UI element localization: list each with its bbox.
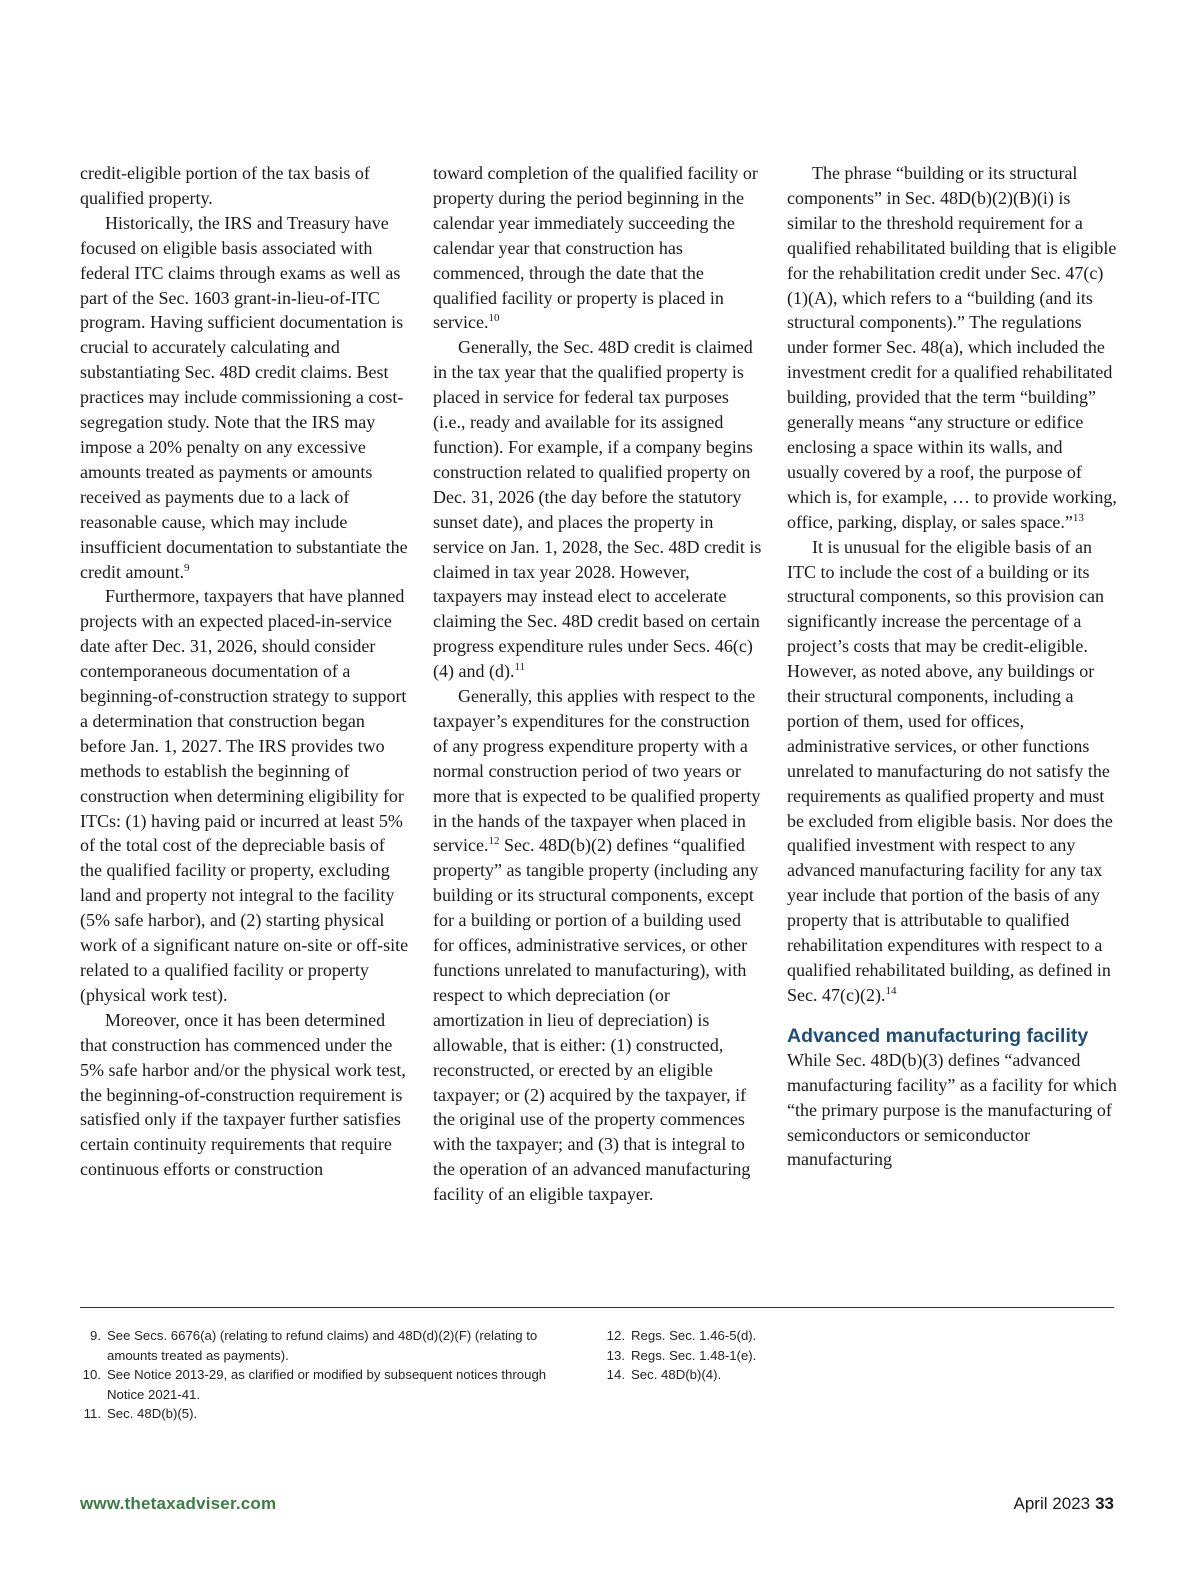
footnote-ref[interactable]: 9 [183, 561, 190, 574]
page-number: 33 [1095, 1494, 1114, 1513]
footnote-ref[interactable]: 13 [1072, 511, 1084, 524]
paragraph: Moreover, once it has been determined that construction has commenced under the 5% safe harbor and/or the physical work test, the beginning-of-construction requirement is satisfied only if the taxpayer further satisfies certain continuity requirements that require continuous efforts or construction [80, 1009, 406, 1180]
article-column-2 [433, 161, 763, 1207]
website-link[interactable]: www.thetaxadviser.com [80, 1494, 277, 1513]
article-column-3 [787, 161, 1117, 1172]
footnote-divider [80, 1307, 1114, 1308]
article-column-1 [80, 161, 410, 1182]
paragraph: Furthermore, taxpayers that have planned projects with an expected placed-in-service date after Dec. 31, 2026, should consider contemporaneous documentation of a beginning-of-construction strategy to support a determination that construction began before Jan. 1, 2027. The IRS provides two methods to establish the beginning of construction when determining eligibility for ITCs: (1) having paid or incurred at least 5% of the total cost of the depreciable basis of the qualified facility or property, excluding land and property not integral to the facility (5% safe harbor), and (2) starting physical work of a significant nature on-site or off-site related to a qualified facility or property (physical work test). [80, 586, 409, 1005]
footnote-ref[interactable]: 12 [488, 835, 500, 848]
paragraph: credit-eligible portion of the tax basis of qualified property. [80, 163, 370, 208]
paragraph: Historically, the IRS and Treasury have focused on eligible basis associated with federal ITC claims through exams as well as part of the Sec. 1603 grant-in-lieu-of-ITC program. Having sufficient documentation is crucial to accurately calculating and substantiating Sec. 48D credit claims. Best practices may include commissioning a cost-segregation study. Note that the IRS may impose a 20% penalty on any excessive amounts treated as payments or amounts received as payments due to a lack of reasonable cause, which may include insufficient documentation to substantiate the credit amount.$^9$ [80, 212, 408, 582]
issue-month: April 2023 [1013, 1494, 1091, 1513]
footnotes-left [80, 1326, 585, 1424]
footnote-ref[interactable]: 11 [514, 661, 526, 674]
paragraph: While Sec. 48D(b)(3) defines “advanced manufacturing facility” as a facility for which “the primary purpose is the manufacturing of semiconductors or semiconductor manufacturing [787, 1049, 1117, 1170]
footnote-ref[interactable]: 10 [488, 312, 500, 325]
footnotes-right [604, 1326, 904, 1385]
paragraph: toward completion of the qualified facility or property during the period beginning in the calendar year immediately succeeding the calendar year that construction has commenced, through the date that the qualified facility or property is placed in service.$^{10}$ [433, 163, 758, 333]
footnote-item: 14. Sec. 48D(b)(4). [606, 1367, 722, 1382]
footnote-item: 11. Sec. 48D(b)(5). [83, 1406, 198, 1421]
paragraph: It is unusual for the eligible basis of an ITC to include the cost of a building or its structural components, so this provision can significantly increase the percentage of a project’s costs that may be credit-eligible. However, as noted above, any buildings or their structural components, including a portion of them, used for offices, administrative services, or other functions unrelated to manufacturing do not satisfy the requirements as qualified property and must be excluded from eligible basis. Nor does the qualified investment with respect to any advanced manufacturing facility for any tax year include that portion of the basis of any property that is attributable to qualified rehabilitation expenditures with respect to a qualified rehabilitated building, as defined in Sec. 47(c)(2).$^{14}$ [787, 536, 1113, 1005]
paragraph: Generally, the Sec. 48D credit is claimed in the tax year that the qualified property is placed in service for federal tax purposes (i.e., ready and available for its assigned function). For example, if a company begins construction related to qualified property on Dec. 31, 2026 (the day before the statutory sunset date), and places the property in service on Jan. 1, 2028, the Sec. 48D credit is claimed in tax year 2028. However, taxpayers may instead elect to accelerate claiming the Sec. 48D credit based on certain progress expenditure rules under Secs. 46(c)(4) and (d).$^{11}$ [433, 337, 762, 682]
footnote-ref[interactable]: 14 [885, 984, 897, 997]
paragraph: Generally, this applies with respect to the taxpayer’s expenditures for the construction of any progress expenditure property with a normal construction period of two years or more that is expected to be qualified property in the hands of the taxpayer when placed in service.$^{12}$ Sec. 48D(b)(2) defines “qualified property” as tangible property (including any building or its structural components, except for a building or portion of a building used for offices, administrative services, or other functions unrelated to manufacturing), with respect to which depreciation (or amortization in lieu of depreciation) is allowable, that is either: (1) constructed, reconstructed, or erected by an eligible taxpayer; or (2) acquired by the taxpayer, if the original use of the property commences with the taxpayer; and (3) that is integral to the operation of an advanced manufacturing facility of an eligible taxpayer. [433, 686, 761, 1205]
section-heading: Advanced manufacturing facility [787, 1024, 1089, 1047]
issue-date [1014, 1494, 1114, 1514]
footnote-item: 9. See Secs. 6676(a) (relating to refund claims) and 48D(d)(2)(F) (relating to amounts treated as payments). [90, 1328, 538, 1363]
footnote-item: 12. Regs. Sec. 1.46-5(d). [606, 1328, 757, 1343]
footnote-item: 10. See Notice 2013-29, as clarified or modified by subsequent notices through Notice 2021-41. [82, 1367, 547, 1402]
paragraph: The phrase “building or its structural components” in Sec. 48D(b)(2)(B)(i) is similar to the threshold requirement for a qualified rehabilitated building that is eligible for the rehabilitation credit under Sec. 47(c)(1)(A), which refers to a “building (and its structural components).” The regulations under former Sec. 48(a), which included the investment credit for a qualified rehabilitated building, provided that the term “building” generally means “any structure or edifice enclosing a space within its walls, and usually covered by a roof, the purpose of which is, for example, … to provide working, office, parking, display, or sales space.”$^{13}$ [787, 163, 1117, 532]
footnote-item: 13. Regs. Sec. 1.48-1(e). [606, 1347, 757, 1363]
